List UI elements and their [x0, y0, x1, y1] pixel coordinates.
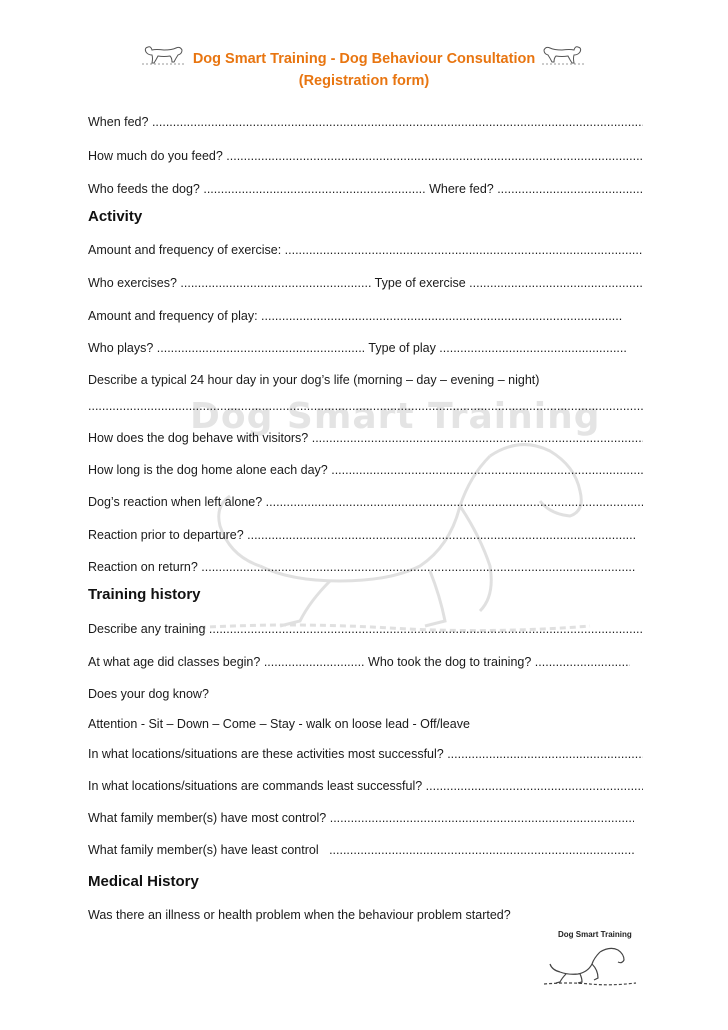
left-alone-label: Dog’s reaction when left alone? — [88, 495, 263, 509]
amount-play-label: Amount and frequency of play: — [88, 309, 258, 323]
illness-line — [88, 907, 643, 923]
who-exercises-label: Who exercises? — [88, 276, 177, 290]
how-much-feed-line[interactable] — [88, 148, 643, 164]
least-control-label: What family member(s) have least control — [88, 843, 319, 857]
footer-dog-icon — [540, 940, 640, 990]
least-control-line[interactable] — [88, 842, 634, 858]
classes-begin-line[interactable]: At what age did classes begin? ............................. Who took the dog to training? ..... — [88, 654, 630, 670]
visitors-label: How does the dog behave with visitors? — [88, 431, 309, 445]
left-alone-line[interactable] — [88, 494, 643, 510]
amount-exercise-line[interactable] — [88, 242, 643, 258]
home-alone-line[interactable] — [88, 462, 643, 478]
home-alone-label: How long is the dog home alone each day? — [88, 463, 328, 477]
how-much-feed-label: How much do you feed? — [88, 149, 223, 163]
describe-training-label: Describe any training — [88, 622, 206, 636]
least-successful-line[interactable] — [88, 778, 643, 794]
type-play-label: Type of play — [368, 341, 436, 355]
on-return-line[interactable] — [88, 559, 636, 575]
visitors-line[interactable] — [88, 430, 643, 446]
commands-label: Attention - Sit – Down – Come – Stay - walk on loose lead - Off/leave — [88, 717, 470, 731]
medical-history-heading: Medical History — [88, 873, 199, 890]
form-title: Dog Smart Training - Dog Behaviour Consultation — [192, 51, 536, 67]
who-feeds-line[interactable]: Who feeds the dog? ................................................................ Where fed? ..... — [88, 181, 643, 197]
footer-logo — [540, 930, 640, 990]
prior-departure-label: Reaction prior to departure? — [88, 528, 244, 542]
classes-begin-label: At what age did classes begin? — [88, 655, 261, 669]
form-subtitle: (Registration form) — [298, 73, 430, 89]
who-exercises-line[interactable]: Who exercises? ....................................................... Type of exercise ..... — [88, 275, 643, 291]
describe-training-line[interactable] — [88, 621, 643, 637]
commands-line — [88, 716, 643, 732]
typical-day-answer-line[interactable] — [88, 398, 643, 414]
typical-day-line — [88, 372, 643, 388]
most-successful-line[interactable] — [88, 746, 643, 762]
does-know-label: Does your dog know? — [88, 687, 209, 701]
training-history-heading: Training history — [88, 586, 201, 603]
when-fed-line[interactable] — [88, 114, 643, 130]
prior-departure-line[interactable] — [88, 527, 636, 543]
typical-day-label: Describe a typical 24 hour day in your dog’s life (morning – day – evening – night) — [88, 373, 540, 387]
amount-play-line[interactable] — [88, 308, 623, 324]
illness-label: Was there an illness or health problem when the behaviour problem started? — [88, 908, 511, 922]
who-plays-label: Who plays? — [88, 341, 154, 355]
amount-exercise-label: Amount and frequency of exercise: — [88, 243, 282, 257]
most-control-label: What family member(s) have most control? — [88, 811, 327, 825]
does-know-line — [88, 686, 643, 702]
footer-logo-text: Dog Smart Training — [558, 930, 632, 939]
who-feeds-label: Who feeds the dog? — [88, 182, 200, 196]
when-fed-label: When fed? — [88, 115, 149, 129]
type-exercise-label: Type of exercise — [374, 276, 466, 290]
form-header — [0, 48, 728, 92]
who-took-label: Who took the dog to training? — [368, 655, 532, 669]
where-fed-label: Where fed? — [429, 182, 494, 196]
activity-heading: Activity — [88, 208, 143, 225]
most-control-line[interactable] — [88, 810, 634, 826]
most-successful-label: In what locations/situations are these activities most successful? — [88, 747, 444, 761]
who-plays-line[interactable]: Who plays? ............................................................ Type of play ..... — [88, 340, 628, 356]
watermark-text: Dog Smart Training — [190, 396, 601, 437]
least-successful-label: In what locations/situations are commands least successful? — [88, 779, 423, 793]
on-return-label: Reaction on return? — [88, 560, 198, 574]
